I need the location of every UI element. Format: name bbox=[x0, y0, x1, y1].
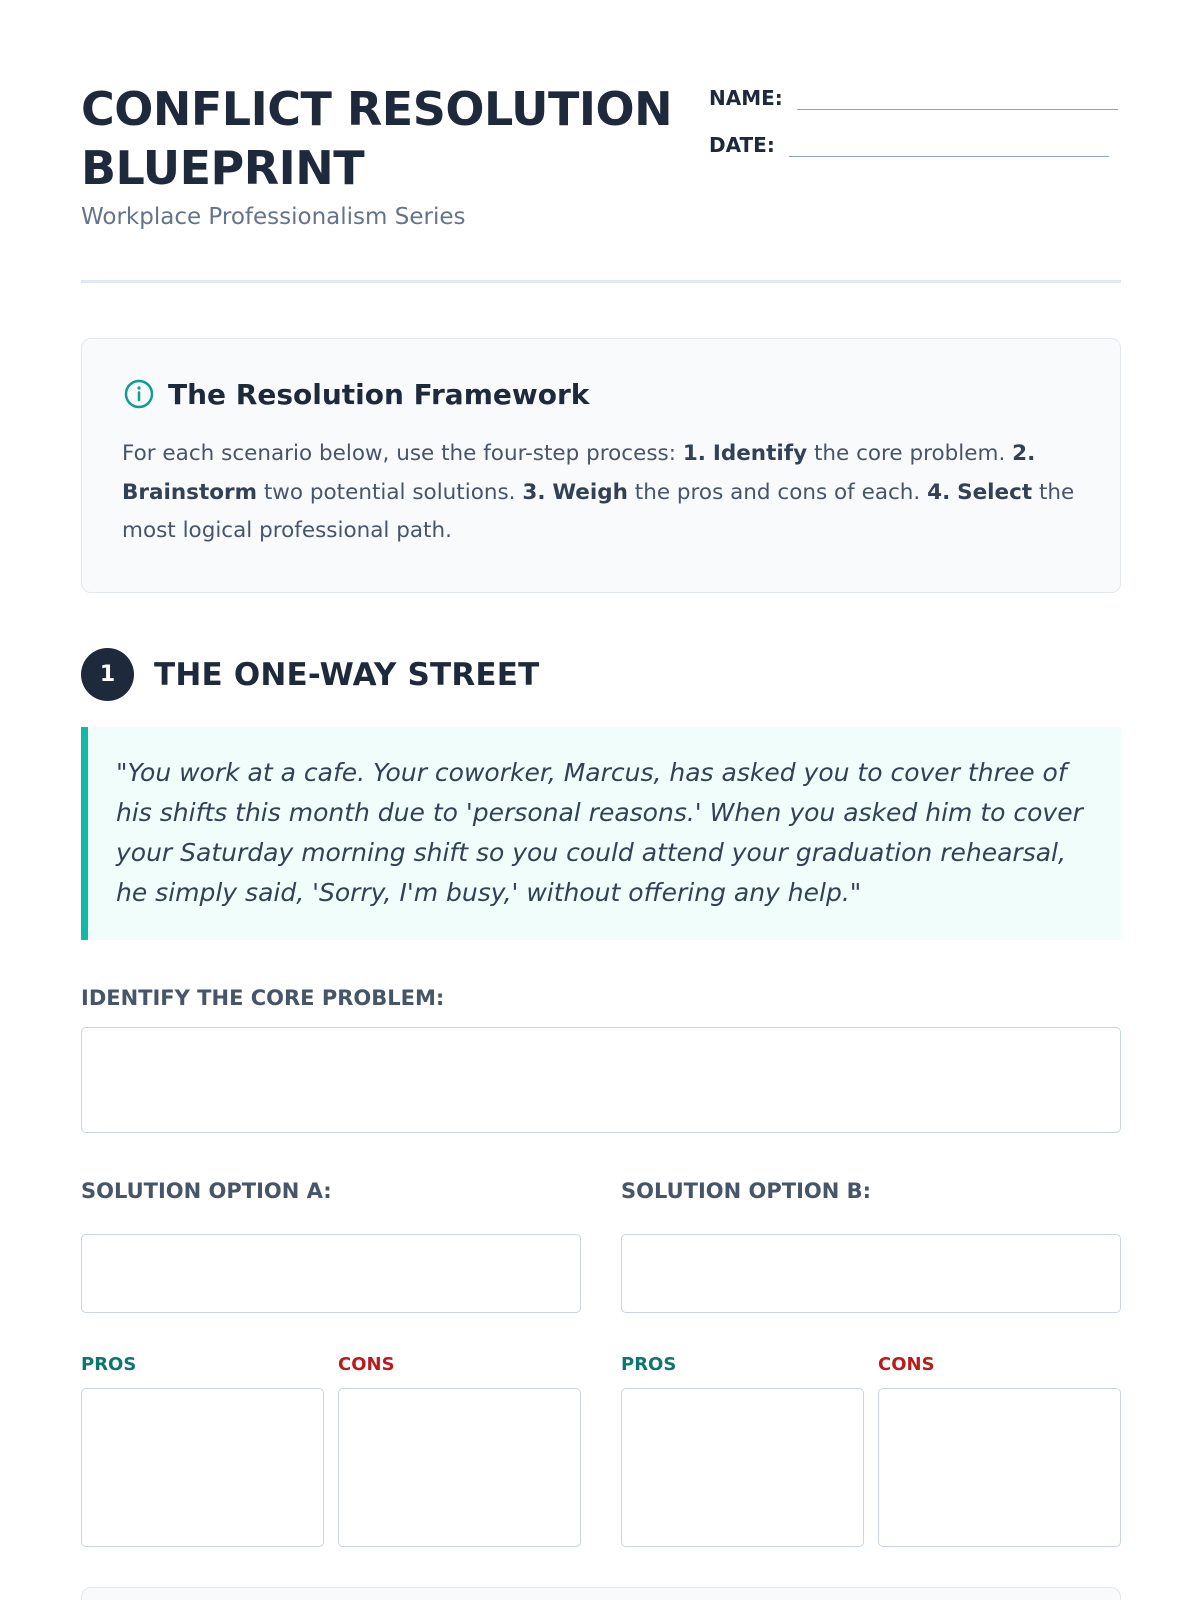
next-section-card bbox=[81, 1587, 1121, 1600]
step4-num: 4. bbox=[927, 479, 951, 505]
page-title: CONFLICT RESOLUTION BLUEPRINT bbox=[81, 82, 673, 195]
option-a-input[interactable] bbox=[81, 1234, 581, 1313]
option-a-pros-label: PROS bbox=[81, 1354, 137, 1375]
option-b-input[interactable] bbox=[621, 1234, 1121, 1313]
scenario-heading bbox=[81, 648, 540, 701]
option-b-cons-input[interactable] bbox=[878, 1388, 1121, 1547]
step4-verb: Select bbox=[957, 479, 1033, 505]
scenario-quote: "You work at a cafe. Your coworker, Marcus, has asked you to cover three of his shifts this month due to 'personal reasons.' When you asked him to cover your Saturday morning shift so you could attend your graduation rehearsal, he simply said, 'Sorry, I'm busy,' without offering any help." bbox=[81, 727, 1121, 940]
name-label: NAME: bbox=[709, 86, 783, 110]
option-b-pros-label: PROS bbox=[621, 1354, 677, 1375]
framework-heading bbox=[122, 377, 589, 411]
framework-title: The Resolution Framework bbox=[168, 377, 590, 411]
step2-verb: Brainstorm bbox=[122, 479, 258, 505]
framework-intro: For each scenario below, use the four-step process: bbox=[122, 441, 683, 466]
core-problem-label: IDENTIFY THE CORE PROBLEM: bbox=[81, 986, 445, 1010]
option-b-pros-input[interactable] bbox=[621, 1388, 864, 1547]
scenario-title: THE ONE-WAY STREET bbox=[154, 656, 540, 693]
header-divider bbox=[81, 280, 1121, 283]
date-field bbox=[709, 131, 1109, 157]
name-line-input[interactable] bbox=[797, 84, 1118, 110]
date-line-input[interactable] bbox=[789, 131, 1109, 157]
option-b-label: SOLUTION OPTION B: bbox=[621, 1179, 872, 1203]
framework-instructions bbox=[122, 435, 1082, 551]
framework-card bbox=[81, 338, 1121, 593]
option-a-cons-input[interactable] bbox=[338, 1388, 581, 1547]
worksheet-header bbox=[81, 80, 1121, 282]
step3-num: 3. bbox=[522, 479, 546, 505]
step4-rest: the most logical professional path. bbox=[122, 479, 1075, 543]
info-icon bbox=[122, 377, 156, 411]
core-problem-input[interactable] bbox=[81, 1027, 1121, 1133]
step3-verb: Weigh bbox=[552, 479, 628, 505]
step2-num: 2. bbox=[1012, 441, 1036, 466]
name-field bbox=[709, 84, 1118, 110]
option-a-cons-label: CONS bbox=[338, 1354, 395, 1375]
step2-rest: two potential solutions. bbox=[257, 479, 523, 505]
option-b-cons-label: CONS bbox=[878, 1354, 935, 1375]
step1-rest: the core problem. bbox=[807, 441, 1013, 466]
option-a-pros-input[interactable] bbox=[81, 1388, 324, 1547]
date-label: DATE: bbox=[709, 133, 775, 157]
scenario-number-badge: 1 bbox=[81, 648, 134, 701]
step1-num: 1. bbox=[682, 441, 706, 466]
page-subtitle: Workplace Professionalism Series bbox=[81, 204, 466, 230]
step1-verb: Identify bbox=[712, 441, 808, 466]
option-a-label: SOLUTION OPTION A: bbox=[81, 1179, 332, 1203]
step3-rest: the pros and cons of each. bbox=[627, 479, 928, 505]
